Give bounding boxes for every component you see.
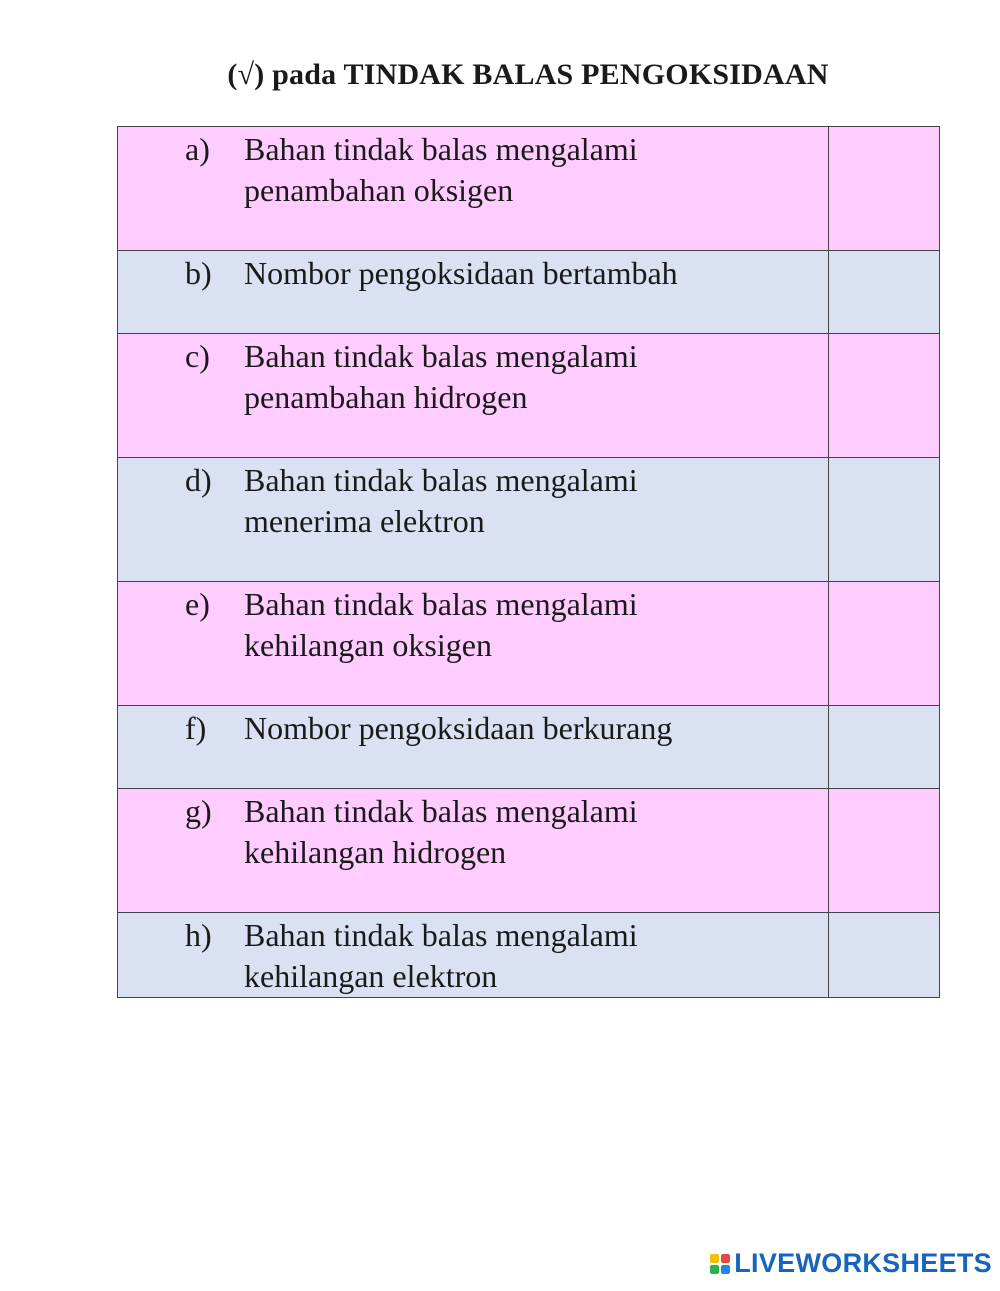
statement-letter: c)	[185, 338, 210, 374]
statement-line-1: Nombor pengoksidaan bertambah	[244, 255, 678, 291]
table-row	[118, 458, 940, 582]
answer-check-cell[interactable]	[829, 334, 940, 458]
statement-letter: f)	[185, 710, 207, 746]
statement-line-1: Nombor pengoksidaan berkurang	[244, 710, 673, 746]
statement-line-2: kehilangan hidrogen	[244, 834, 507, 870]
statement-cell	[118, 334, 829, 458]
statement-letter: h)	[185, 917, 212, 953]
statement-line-1: Bahan tindak balas mengalami	[244, 131, 638, 167]
table-row	[118, 706, 940, 789]
answer-check-cell[interactable]	[829, 458, 940, 582]
statement-letter: e)	[185, 586, 210, 622]
answer-check-cell[interactable]	[829, 127, 940, 251]
answer-check-cell[interactable]	[829, 582, 940, 706]
statement-line-2: menerima elektron	[244, 503, 485, 539]
statement-line-1: Bahan tindak balas mengalami	[244, 917, 638, 953]
worksheet-title: (√) pada TINDAK BALAS PENGOKSIDAAN	[227, 58, 829, 91]
statement-cell	[118, 913, 829, 998]
statement-line-1: Bahan tindak balas mengalami	[244, 586, 638, 622]
statement-line-2: penambahan hidrogen	[244, 379, 528, 415]
answer-check-cell[interactable]	[829, 913, 940, 998]
table-row	[118, 789, 940, 913]
table-row	[118, 913, 940, 998]
liveworksheets-logo-icon	[710, 1254, 730, 1274]
statement-letter: g)	[185, 793, 212, 829]
answer-check-cell[interactable]	[829, 251, 940, 334]
statement-line-1: Bahan tindak balas mengalami	[244, 793, 638, 829]
table-row	[118, 334, 940, 458]
liveworksheets-brand	[710, 1248, 992, 1279]
table-row	[118, 582, 940, 706]
table-row	[118, 251, 940, 334]
brand-name: LIVEWORKSHEETS	[734, 1248, 992, 1278]
statement-cell	[118, 127, 829, 251]
statement-cell	[118, 706, 829, 789]
statement-table	[117, 126, 940, 998]
answer-check-cell[interactable]	[829, 789, 940, 913]
statement-line-2: kehilangan oksigen	[244, 627, 492, 663]
statement-letter: d)	[185, 462, 212, 498]
statement-cell	[118, 789, 829, 913]
statement-cell	[118, 582, 829, 706]
statement-line-1: Bahan tindak balas mengalami	[244, 462, 638, 498]
statement-line-2: kehilangan elektron	[244, 958, 498, 994]
table-row	[118, 127, 940, 251]
statement-letter: a)	[185, 131, 210, 167]
statement-letter: b)	[185, 255, 212, 291]
statement-cell	[118, 458, 829, 582]
statement-line-2: penambahan oksigen	[244, 172, 514, 208]
statement-line-1: Bahan tindak balas mengalami	[244, 338, 638, 374]
answer-check-cell[interactable]	[829, 706, 940, 789]
statement-cell	[118, 251, 829, 334]
